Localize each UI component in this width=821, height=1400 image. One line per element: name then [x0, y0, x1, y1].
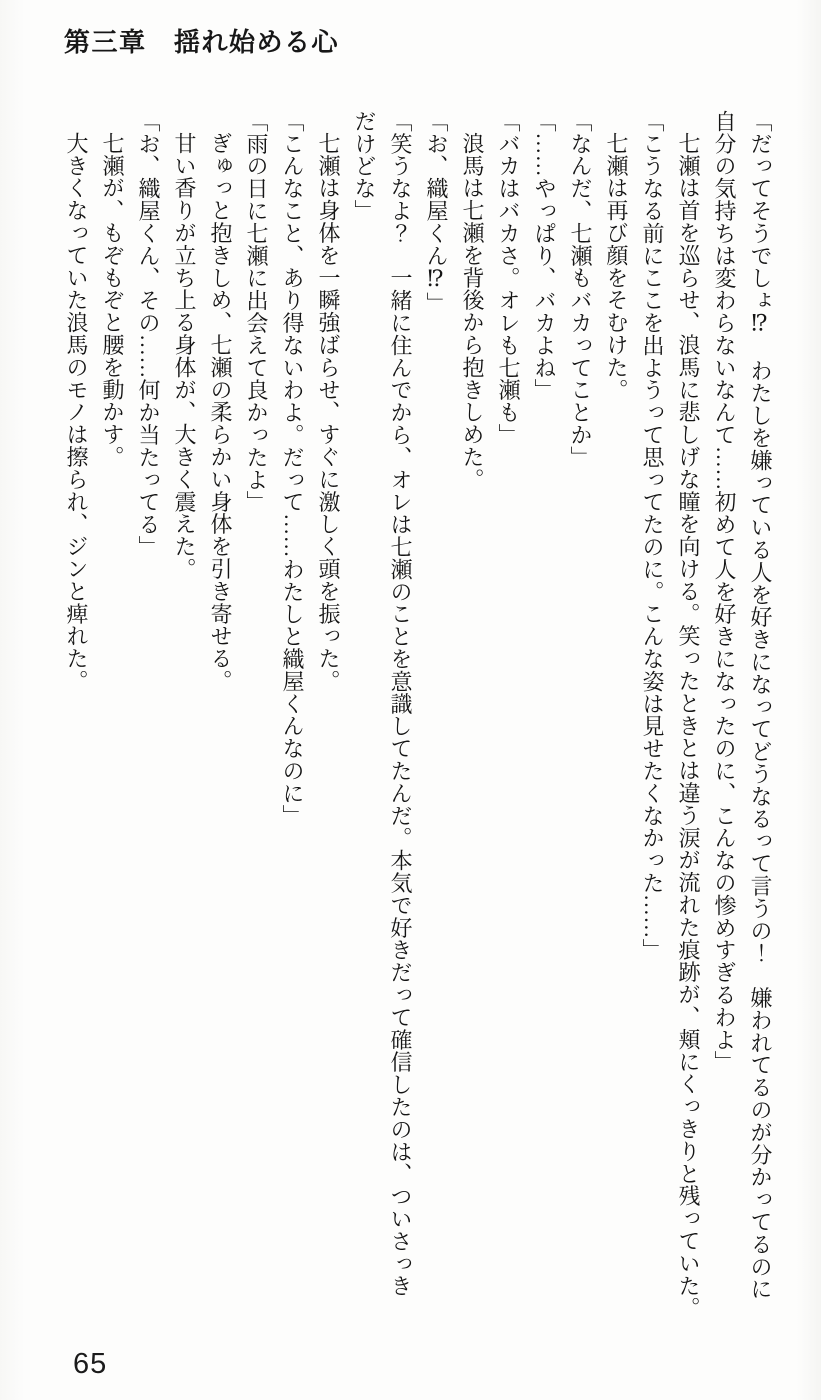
text-line: 七瀬は首を巡らせ、浪馬に悲しげな瞳を向ける。笑ったときとは違う涙が流れた痕跡が、頬にくっきりと残っていた。: [676, 132, 701, 1320]
text-line: 「なんだ、七瀬もバカってことか」: [568, 110, 593, 469]
text-line: 七瀬は身体を一瞬強ばらせ、すぐに激しく頭を振った。: [316, 132, 341, 692]
text-line: 七瀬は再び顔をそむけた。: [604, 132, 629, 401]
text-line: 「こんなこと、あり得ないわよ。だって……わたしと織屋くんなのに」: [280, 110, 305, 827]
chapter-heading: 第三章 揺れ始める心: [64, 28, 340, 57]
text-line: 大きくなっていた浪馬のモノは擦られ、ジンと痺れた。: [64, 132, 89, 692]
text-line: 「雨の日に七瀬に出会えて良かったよ」: [244, 110, 269, 514]
text-line: 浪馬は七瀬を背後から抱きしめた。: [460, 132, 485, 491]
text-line: 「お、織屋くん、その……何か当たってる」: [136, 110, 161, 558]
text-line: 「バカはバカさ。オレも七瀬も」: [496, 110, 521, 446]
text-line: 「だってそうでしょ⁉ わたしを嫌っている人を好きになってどうなるって言うの！ 嫌われてるのが分かってるのに: [748, 110, 773, 1301]
text-line: 「笑うなよ？ 一緒に住んでから、オレは七瀬のことを意識してたんだ。本気で好きだって確信したのは、ついさっき: [388, 110, 413, 1298]
text-line: だけどな」: [352, 110, 377, 222]
text-line: 「お、織屋くん⁉」: [424, 110, 449, 315]
text-line: ぎゅっと抱きしめ、七瀬の柔らかい身体を引き寄せる。: [208, 132, 233, 692]
text-line: 七瀬が、もぞもぞと腰を動かす。: [100, 132, 125, 468]
text-line: 「こうなる前にここを出ようって思ってたのに。こんな姿は見せたくなかった……」: [640, 110, 665, 962]
text-line: 自分の気持ちは変わらないなんて……初めて人を好きになったのに、こんなの惨めすぎるわよ」: [712, 110, 737, 1074]
text-line: 甘い香りが立ち上る身体が、大きく震えた。: [172, 132, 197, 580]
page-number: 65: [73, 1348, 108, 1380]
body-text: [58, 110, 778, 1320]
text-line: 「……やっぱり、バカよね」: [532, 110, 557, 402]
